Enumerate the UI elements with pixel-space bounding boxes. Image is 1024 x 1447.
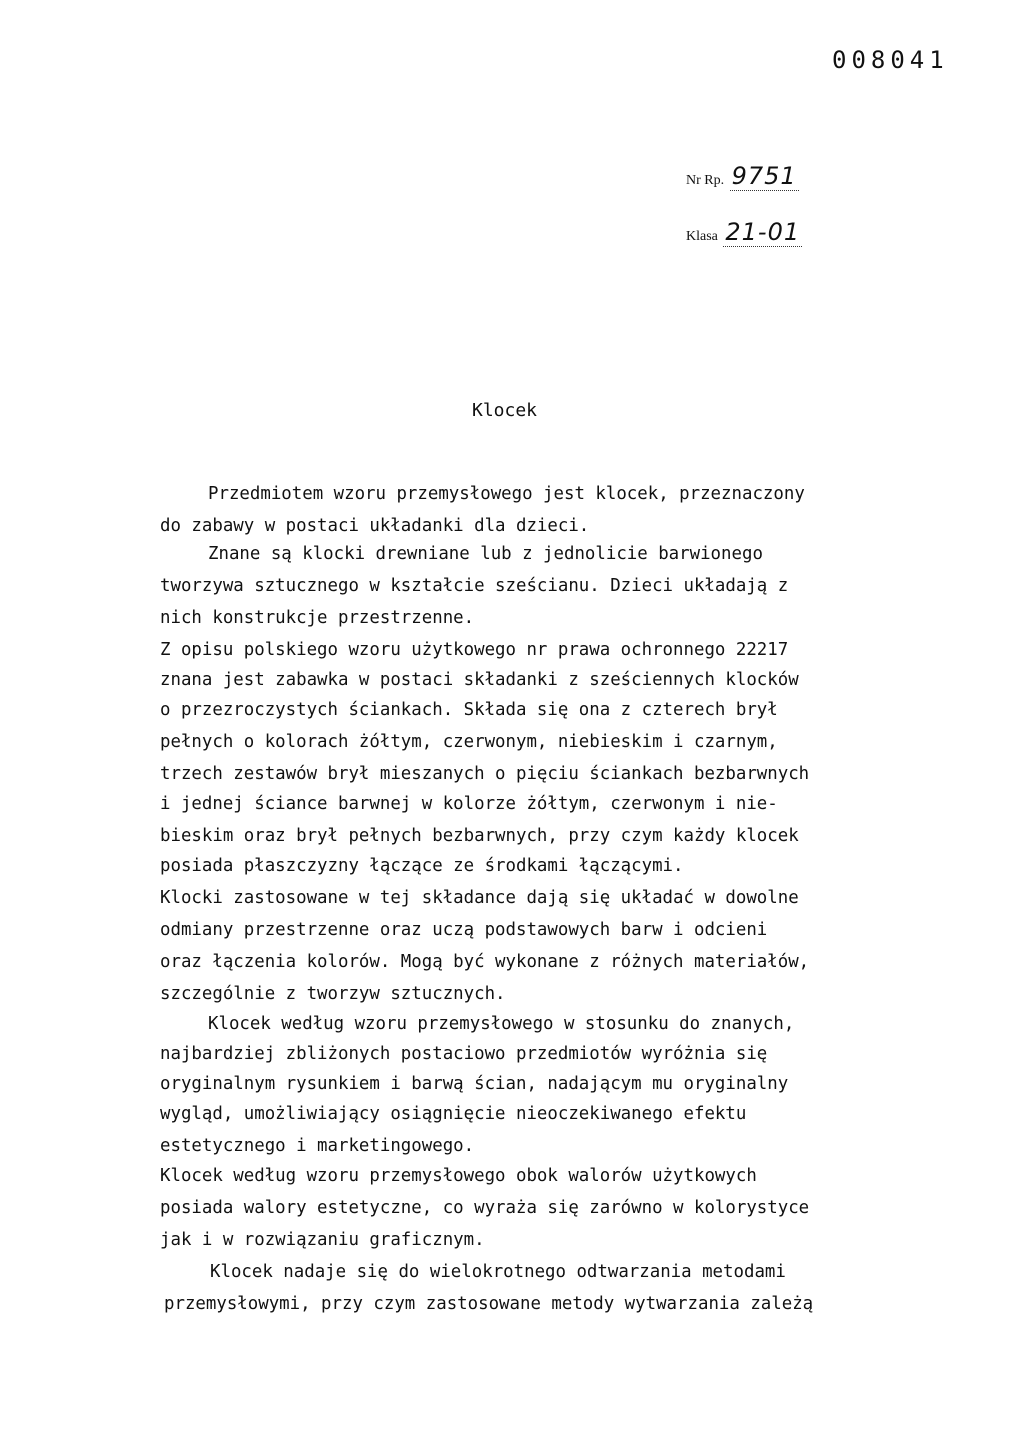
body-line: Klocek nadaje się do wielokrotnego odtwarzania metodami bbox=[210, 1262, 786, 1282]
body-line: i jednej ściance barwnej w kolorze żółtym, czerwonym i nie- bbox=[160, 794, 778, 814]
body-line: Z opisu polskiego wzoru użytkowego nr prawa ochronnego 22217 bbox=[160, 640, 789, 660]
body-line: oraz łączenia kolorów. Mogą być wykonane z różnych materiałów, bbox=[160, 952, 810, 972]
body-line: wygląd, umożliwiający osiągnięcie nieoczekiwanego efektu bbox=[160, 1104, 747, 1124]
body-line: pełnych o kolorach żółtym, czerwonym, niebieskim i czarnym, bbox=[160, 732, 778, 752]
klasa-field bbox=[686, 218, 802, 246]
klasa-label: Klasa bbox=[686, 229, 718, 244]
nr-rp-value: 9751 bbox=[731, 162, 797, 190]
body-line: oryginalnym rysunkiem i barwą ścian, nadającym mu oryginalny bbox=[160, 1074, 789, 1094]
body-line: posiada walory estetyczne, co wyraża się zarówno w kolorystyce bbox=[160, 1198, 810, 1218]
body-line: do zabawy w postaci układanki dla dzieci. bbox=[160, 516, 590, 536]
body-line: znana jest zabawka w postaci składanki z sześciennych klocków bbox=[160, 670, 799, 690]
klasa-value: 21-01 bbox=[725, 218, 801, 246]
body-line: Klocek według wzoru przemysłowego w stosunku do znanych, bbox=[208, 1014, 795, 1034]
body-line: bieskim oraz brył pełnych bezbarwnych, przy czym każdy klocek bbox=[160, 826, 799, 846]
body-line: Przedmiotem wzoru przemysłowego jest klocek, przeznaczony bbox=[208, 484, 805, 504]
body-line: trzech zestawów brył mieszanych o pięciu ściankach bezbarwnych bbox=[160, 764, 810, 784]
body-line: najbardziej zbliżonych postaciowo przedmiotów wyróżnia się bbox=[160, 1044, 768, 1064]
document-number: 008041 bbox=[832, 46, 949, 74]
body-line: Klocek według wzoru przemysłowego obok walorów użytkowych bbox=[160, 1166, 757, 1186]
body-line: tworzywa sztucznego w kształcie sześcianu. Dzieci układają z bbox=[160, 576, 789, 596]
body-line: przemysłowymi, przy czym zastosowane metody wytwarzania zależą bbox=[164, 1294, 814, 1314]
body-line: posiada płaszczyzny łączące ze środkami łączącymi. bbox=[160, 856, 684, 876]
body-line: odmiany przestrzenne oraz uczą podstawowych barw i odcieni bbox=[160, 920, 768, 940]
body-line: Klocki zastosowane w tej składance dają się układać w dowolne bbox=[160, 888, 799, 908]
body-line: jak i w rozwiązaniu graficznym. bbox=[160, 1230, 485, 1250]
body-line: estetycznego i marketingowego. bbox=[160, 1136, 475, 1156]
nr-rp-label: Nr Rp. bbox=[686, 173, 725, 188]
body-line: Znane są klocki drewniane lub z jednolicie barwionego bbox=[208, 544, 763, 564]
body-line: nich konstrukcje przestrzenne. bbox=[160, 608, 475, 628]
document-title: Klocek bbox=[472, 400, 538, 421]
body-line: o przezroczystych ściankach. Składa się ona z czterech brył bbox=[160, 700, 778, 720]
nr-rp-field bbox=[686, 162, 799, 190]
body-line: szczególnie z tworzyw sztucznych. bbox=[160, 984, 506, 1004]
